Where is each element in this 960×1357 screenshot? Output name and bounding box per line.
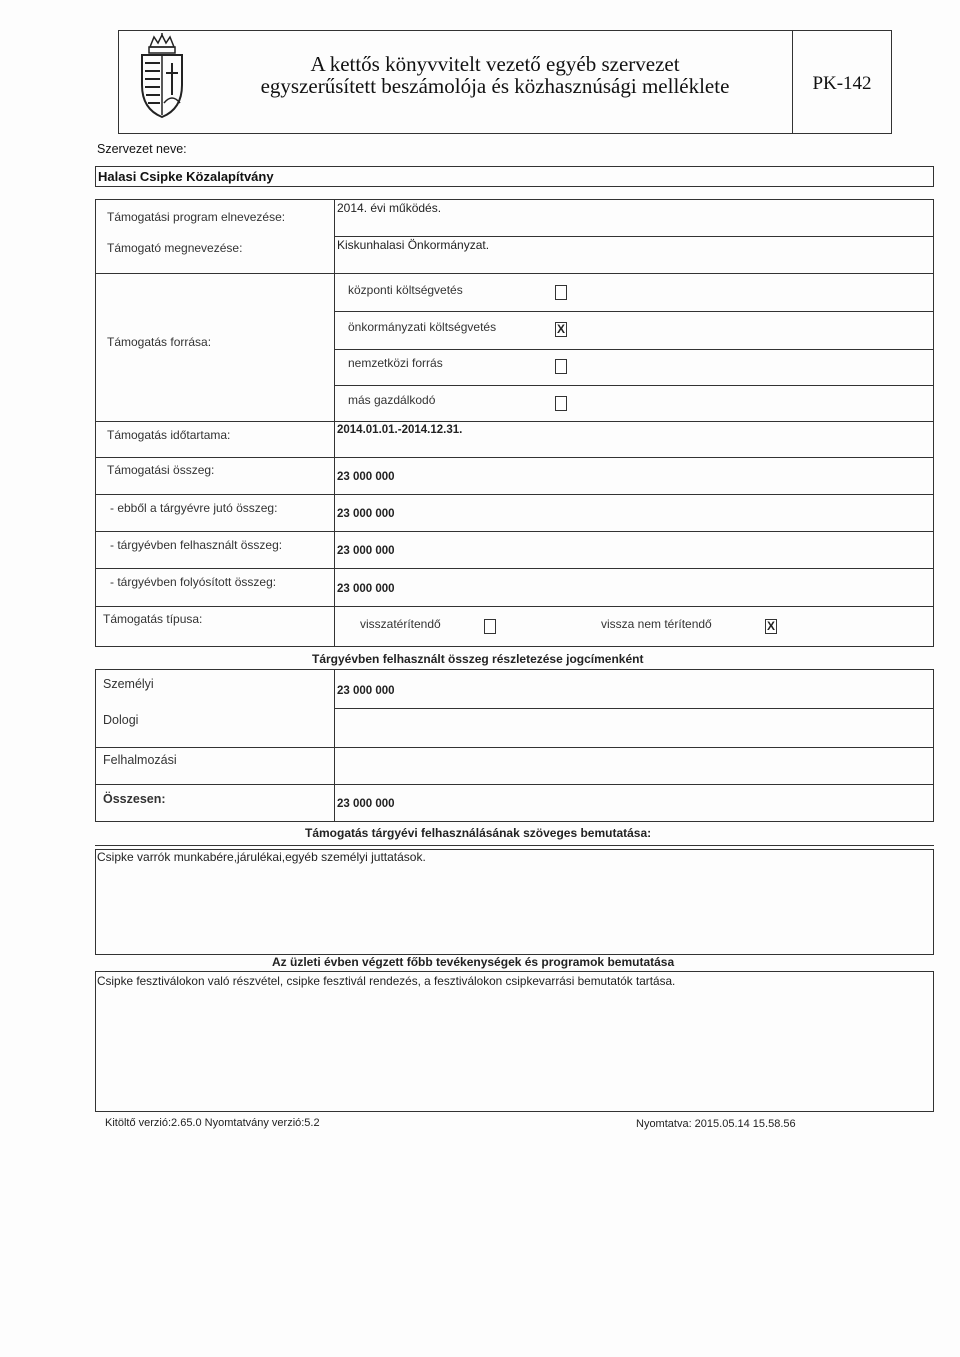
row-line bbox=[95, 531, 934, 532]
non-refundable-checkbox[interactable]: X bbox=[766, 619, 775, 633]
source-municipal-checkbox[interactable]: X bbox=[556, 322, 565, 336]
breakdown-total-label: Összesen: bbox=[103, 792, 166, 806]
paid-amount-label: - tárgyévben folyósított összeg: bbox=[110, 575, 277, 589]
row-line bbox=[95, 421, 934, 422]
hungarian-coat-of-arms-icon bbox=[132, 33, 192, 123]
activities-box[interactable] bbox=[95, 971, 934, 1112]
breakdown-divider bbox=[334, 669, 335, 822]
usage-description-title: Támogatás tárgyévi felhasználásának szöveges bemutatása: bbox=[305, 826, 652, 840]
source-option-label: nemzetközi forrás bbox=[348, 356, 443, 370]
form-title-line1: A kettős könyvvitelt vezető egyéb szervezet bbox=[310, 52, 680, 76]
source-other-business-checkbox[interactable] bbox=[555, 396, 567, 411]
usage-description-box[interactable] bbox=[95, 849, 934, 955]
program-value[interactable]: 2014. évi működés. bbox=[337, 201, 442, 215]
usage-description-text: Csipke varrók munkabére,járulékai,egyéb személyi juttatások. bbox=[97, 850, 426, 864]
source-option-label: önkormányzati költségvetés bbox=[348, 320, 497, 334]
filler-version: Kitöltő verzió:2.65.0 Nyomtatvány verzió:5.2 bbox=[105, 1117, 320, 1129]
used-amount-value[interactable]: 23 000 000 bbox=[337, 545, 395, 557]
row-line bbox=[95, 568, 934, 569]
row-line bbox=[95, 747, 934, 748]
duration-value[interactable]: 2014.01.01.-2014.12.31. bbox=[337, 424, 463, 436]
print-timestamp: Nyomtatva: 2015.05.14 15.58.56 bbox=[636, 1118, 796, 1130]
breakdown-row-label: Dologi bbox=[103, 713, 139, 727]
activities-title: Az üzleti évben végzett főbb tevékenységek és programok bemutatása bbox=[272, 955, 675, 969]
source-option-label: központi költségvetés bbox=[348, 283, 463, 297]
duration-label: Támogatás időtartama: bbox=[107, 428, 231, 442]
activities-text: Csipke fesztiválokon való részvétel, csipke fesztivál rendezés, a fesztiválokon csipkevarrási bemutatók tartása. bbox=[97, 974, 676, 988]
source-central-checkbox[interactable] bbox=[555, 285, 567, 300]
breakdown-row-value[interactable]: 23 000 000 bbox=[337, 685, 395, 697]
supporter-value[interactable]: Kiskunhalasi Önkormányzat. bbox=[337, 238, 490, 252]
amount-value[interactable]: 23 000 000 bbox=[337, 471, 395, 483]
row-line bbox=[95, 784, 934, 785]
form-code: PK-142 bbox=[812, 73, 872, 94]
source-option-label: más gazdálkodó bbox=[348, 393, 436, 407]
refundable-label: visszatérítendő bbox=[360, 617, 441, 631]
row-line bbox=[334, 311, 934, 312]
paid-amount-value[interactable]: 23 000 000 bbox=[337, 583, 395, 595]
breakdown-box bbox=[95, 669, 934, 822]
amount-label: Támogatási összeg: bbox=[107, 463, 215, 477]
non-refundable-label: vissza nem térítendő bbox=[601, 617, 712, 631]
organization-value: Halasi Csipke Közalapítvány bbox=[98, 169, 274, 184]
row-line bbox=[334, 236, 934, 237]
row-line bbox=[334, 708, 934, 709]
row-line bbox=[334, 385, 934, 386]
row-line bbox=[95, 494, 934, 495]
source-international-checkbox[interactable] bbox=[555, 359, 567, 374]
breakdown-total-value[interactable]: 23 000 000 bbox=[337, 798, 395, 810]
used-amount-label: - tárgyévben felhasznált összeg: bbox=[110, 538, 283, 552]
organization-label: Szervezet neve: bbox=[97, 142, 187, 156]
breakdown-row-label: Felhalmozási bbox=[103, 753, 177, 767]
source-label: Támogatás forrása: bbox=[107, 335, 212, 349]
breakdown-row-label: Személyi bbox=[103, 677, 154, 691]
year-share-label: - ebből a tárgyévre jutó összeg: bbox=[110, 501, 278, 515]
year-share-value[interactable]: 23 000 000 bbox=[337, 508, 395, 520]
row-line bbox=[95, 273, 934, 274]
support-type-label: Támogatás típusa: bbox=[103, 612, 203, 626]
row-line bbox=[95, 457, 934, 458]
program-label: Támogatási program elnevezése: bbox=[107, 210, 286, 224]
refundable-checkbox[interactable] bbox=[484, 619, 496, 634]
label-value-divider bbox=[334, 199, 335, 647]
breakdown-title: Tárgyévben felhasznált összeg részletezése jogcímenként bbox=[312, 652, 644, 666]
form-title-line2: egyszerűsített beszámolója és közhasznúsági melléklete bbox=[260, 74, 730, 98]
supporter-label: Támogató megnevezése: bbox=[107, 241, 243, 255]
row-line bbox=[334, 349, 934, 350]
section-line bbox=[95, 845, 934, 846]
row-line bbox=[95, 606, 934, 607]
